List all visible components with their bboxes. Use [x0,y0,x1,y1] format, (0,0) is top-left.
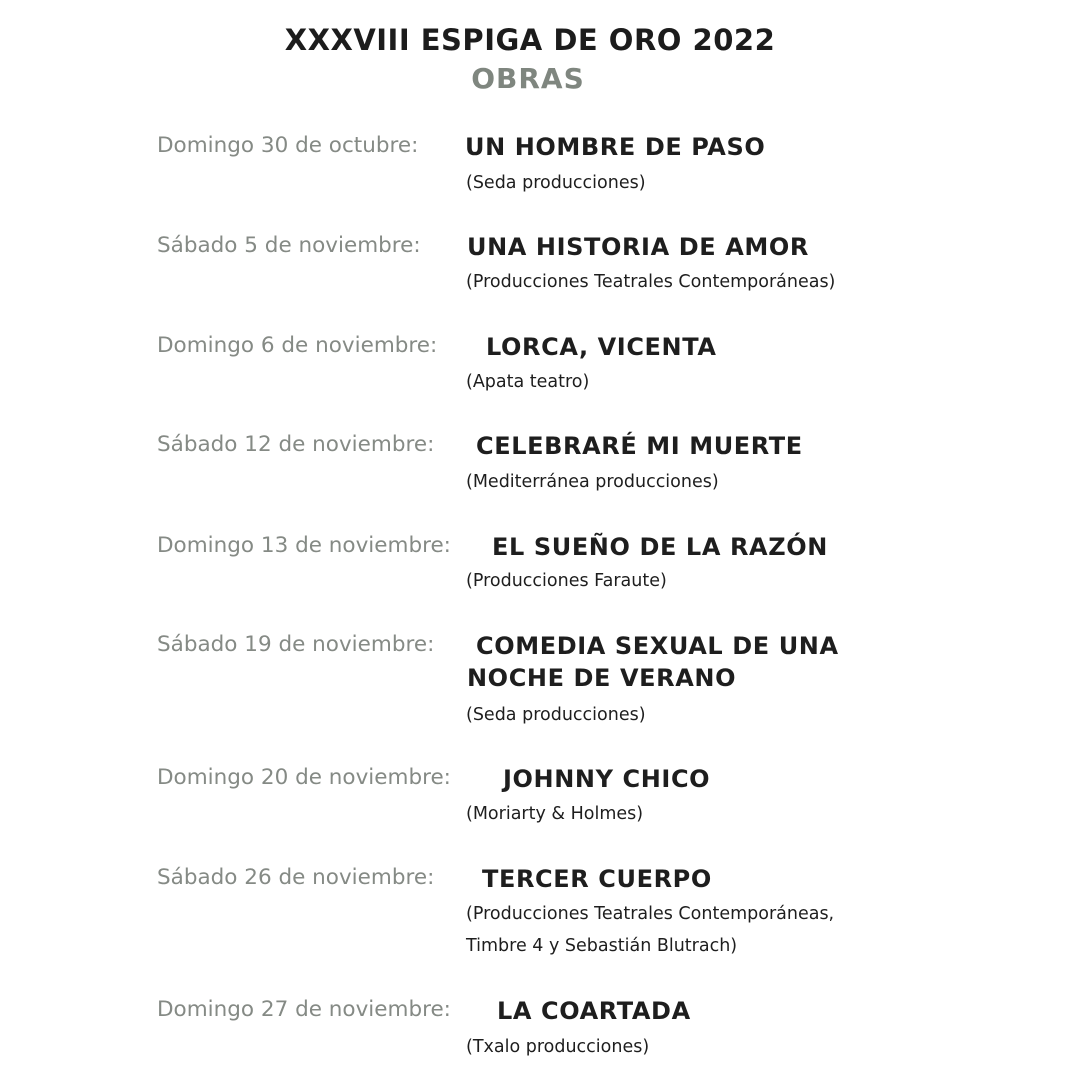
play-title-line-2: NOCHE DE VERANO [467,664,737,692]
entry-date: Domingo 13 de noviembre: [157,533,451,558]
play-title: EL SUEÑO DE LA RAZÓN [492,533,828,561]
company-name: (Seda producciones) [466,705,646,725]
company-name: (Txalo producciones) [466,1037,650,1057]
entry-date: Sábado 12 de noviembre: [157,432,435,457]
play-title: UNA HISTORIA DE AMOR [467,233,809,261]
company-name: (Seda producciones) [466,173,646,193]
company-name-line-2: Timbre 4 y Sebastián Blutrach) [466,936,738,956]
company-name: (Apata teatro) [466,372,590,392]
entry-date: Domingo 20 de noviembre: [157,765,451,790]
entry-date: Domingo 30 de octubre: [157,133,419,158]
play-title-line-1: COMEDIA SEXUAL DE UNA [476,632,839,660]
page-title: XXXVIII ESPIGA DE ORO 2022 [284,23,776,57]
company-name-line-1: (Producciones Teatrales Contemporáneas, [466,904,835,924]
play-title: LA COARTADA [497,997,691,1025]
play-title: JOHNNY CHICO [503,765,711,793]
entry-date: Sábado 5 de noviembre: [157,233,421,258]
entry-date: Domingo 6 de noviembre: [157,333,438,358]
company-name: (Producciones Teatrales Contemporáneas) [466,272,836,292]
company-name: (Moriarty & Holmes) [466,804,644,824]
play-title: UN HOMBRE DE PASO [465,133,766,161]
entry-date: Domingo 27 de noviembre: [157,997,451,1022]
play-title: LORCA, VICENTA [486,333,717,361]
play-title: CELEBRARÉ MI MUERTE [476,432,803,460]
entry-date: Sábado 19 de noviembre: [157,632,435,657]
company-name: (Mediterránea producciones) [466,472,719,492]
page-subtitle: OBRAS [471,62,585,95]
play-title: TERCER CUERPO [482,865,712,893]
entry-date: Sábado 26 de noviembre: [157,865,435,890]
company-name: (Producciones Faraute) [466,571,667,591]
